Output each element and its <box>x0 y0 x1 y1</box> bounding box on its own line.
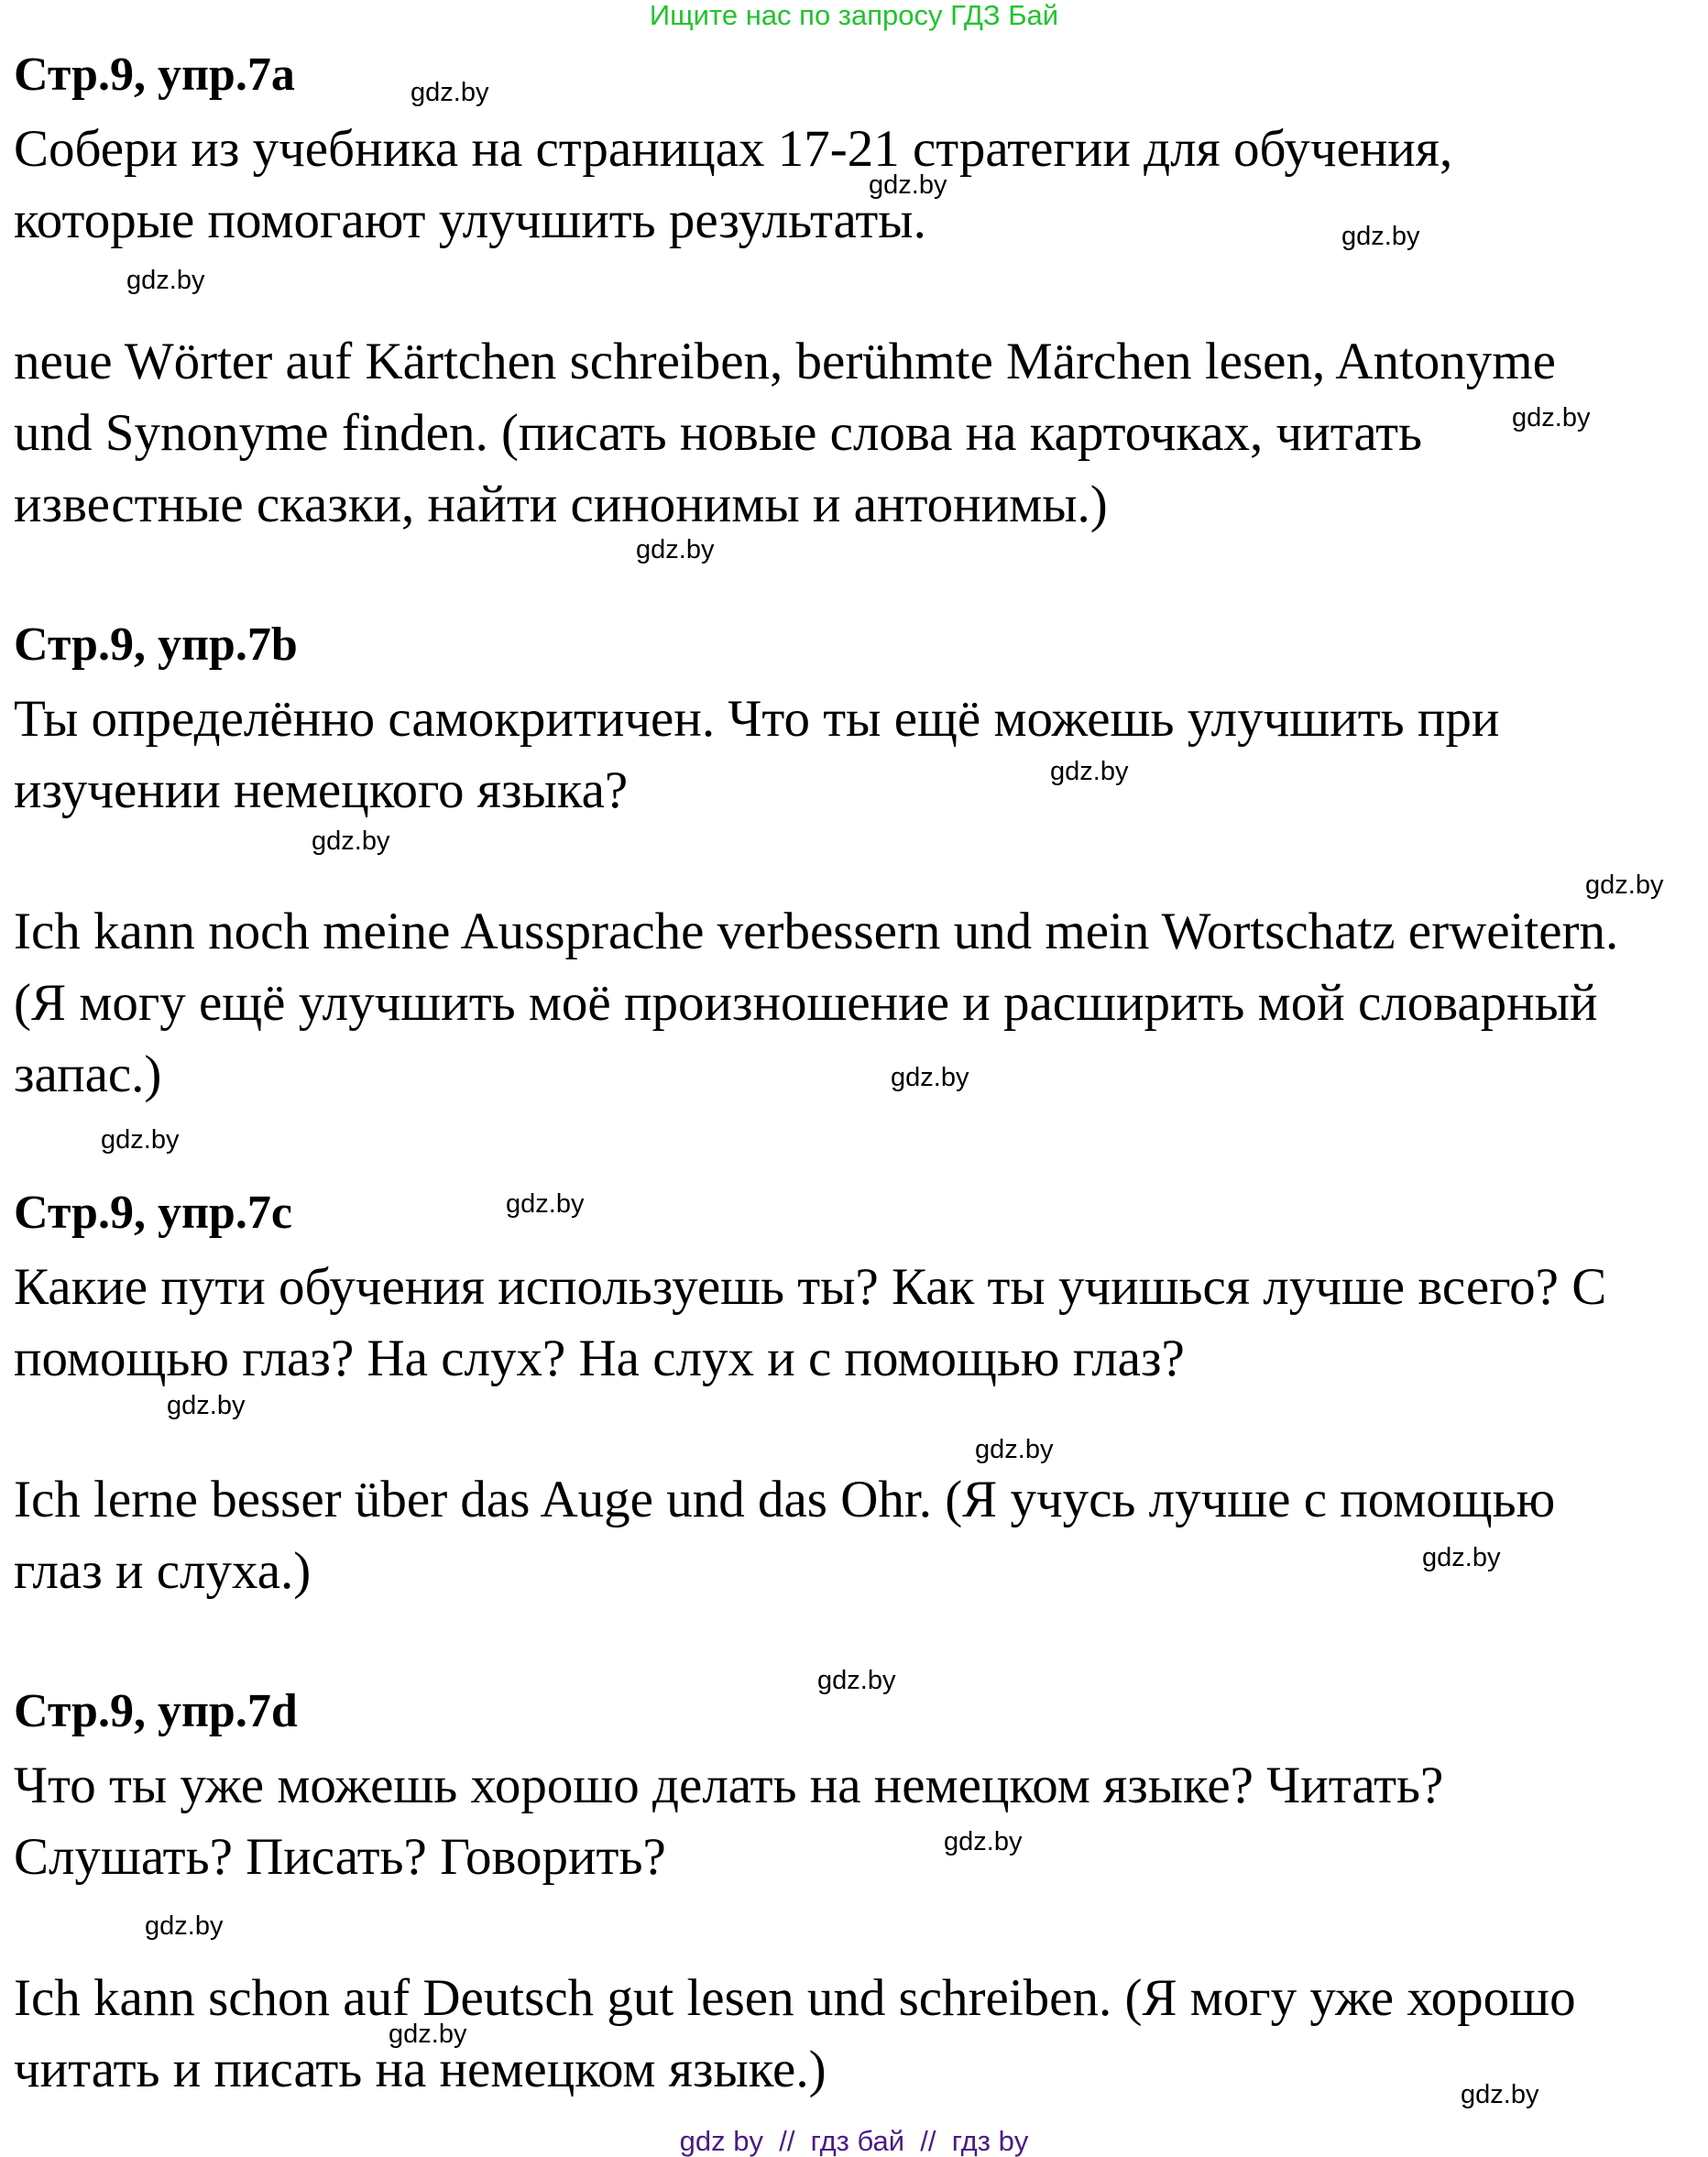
watermark: gdz.by <box>891 1063 969 1092</box>
watermark: gdz.by <box>1341 222 1420 251</box>
watermark: gdz.by <box>817 1666 896 1695</box>
answer-7a-line-2: und Synonyme finden. (писать новые слова на карточках, читать <box>14 404 1423 462</box>
watermark: gdz.by <box>389 2020 467 2049</box>
watermark: gdz.by <box>975 1435 1054 1464</box>
watermark: gdz.by <box>411 78 489 107</box>
exercise-heading-7d: Стр.9, упр.7d <box>14 1685 298 1737</box>
answer-7c-line-2: глаз и слуха.) <box>14 1542 312 1600</box>
question-7a-line-1: Собери из учебника на страницах 17-21 стратегии для обучения, <box>14 120 1453 178</box>
watermark: gdz.by <box>145 1911 224 1941</box>
question-7b-line-1: Ты определённо самокритичен. Что ты ещё можешь улучшить при <box>14 690 1500 748</box>
watermark: gdz.by <box>1422 1543 1501 1572</box>
watermark: gdz.by <box>869 170 947 200</box>
watermark: gdz.by <box>126 266 205 295</box>
answer-7c-line-1: Ich lerne besser über das Auge und das Ohr. (Я учусь лучше с помощью <box>14 1471 1556 1528</box>
answer-7d-line-2: читать и писать на немецком языке.) <box>14 2041 827 2098</box>
question-7c-line-2: помощью глаз? На слух? На слух и с помощью глаз? <box>14 1330 1185 1387</box>
answer-7d-line-1: Ich kann schon auf Deutsch gut lesen und schreiben. (Я могу уже хорошо <box>14 1969 1576 2027</box>
watermark: gdz.by <box>1461 2080 1539 2109</box>
watermark: gdz.by <box>1050 757 1129 786</box>
answer-7a-line-3: известные сказки, найти синонимы и антонимы.) <box>14 476 1108 533</box>
exercise-heading-7c: Стр.9, упр.7c <box>14 1187 292 1239</box>
watermark: gdz.by <box>944 1827 1023 1856</box>
question-7a-line-2: которые помогают улучшить результаты. <box>14 192 926 249</box>
question-7d-line-2: Слушать? Писать? Говорить? <box>14 1828 666 1886</box>
question-7d-line-1: Что ты уже можешь хорошо делать на немецком языке? Читать? <box>14 1757 1444 1814</box>
watermark: gdz.by <box>1512 403 1591 432</box>
answer-7b-line-3: запас.) <box>14 1046 162 1103</box>
watermark: gdz.by <box>312 827 390 856</box>
exercise-heading-7b: Стр.9, упр.7b <box>14 619 298 671</box>
question-7b-line-2: изучении немецкого языка? <box>14 761 629 819</box>
watermark: gdz.by <box>506 1189 585 1219</box>
watermark: gdz.by <box>636 535 715 564</box>
footer-links[interactable]: gdz by // гдз бай // гдз by <box>679 2125 1029 2157</box>
watermark: gdz.by <box>101 1125 180 1155</box>
question-7c-line-1: Какие пути обучения используешь ты? Как ты учишься лучше всего? С <box>14 1258 1607 1316</box>
answer-7a-line-1: neue Wörter auf Kärtchen schreiben, berühmte Märchen lesen, Antonyme <box>14 333 1556 390</box>
exercise-heading-7a: Стр.9, упр.7a <box>14 49 295 101</box>
watermark: gdz.by <box>167 1391 246 1420</box>
search-banner[interactable]: Ищите нас по запросу ГДЗ Бай <box>649 0 1059 31</box>
answer-7b-line-2: (Я могу ещё улучшить моё произношение и расширить мой словарный <box>14 974 1598 1032</box>
answer-7b-line-1: Ich kann noch meine Aussprache verbessern und mein Wortschatz erweitern. <box>14 903 1619 960</box>
watermark: gdz.by <box>1585 870 1664 900</box>
